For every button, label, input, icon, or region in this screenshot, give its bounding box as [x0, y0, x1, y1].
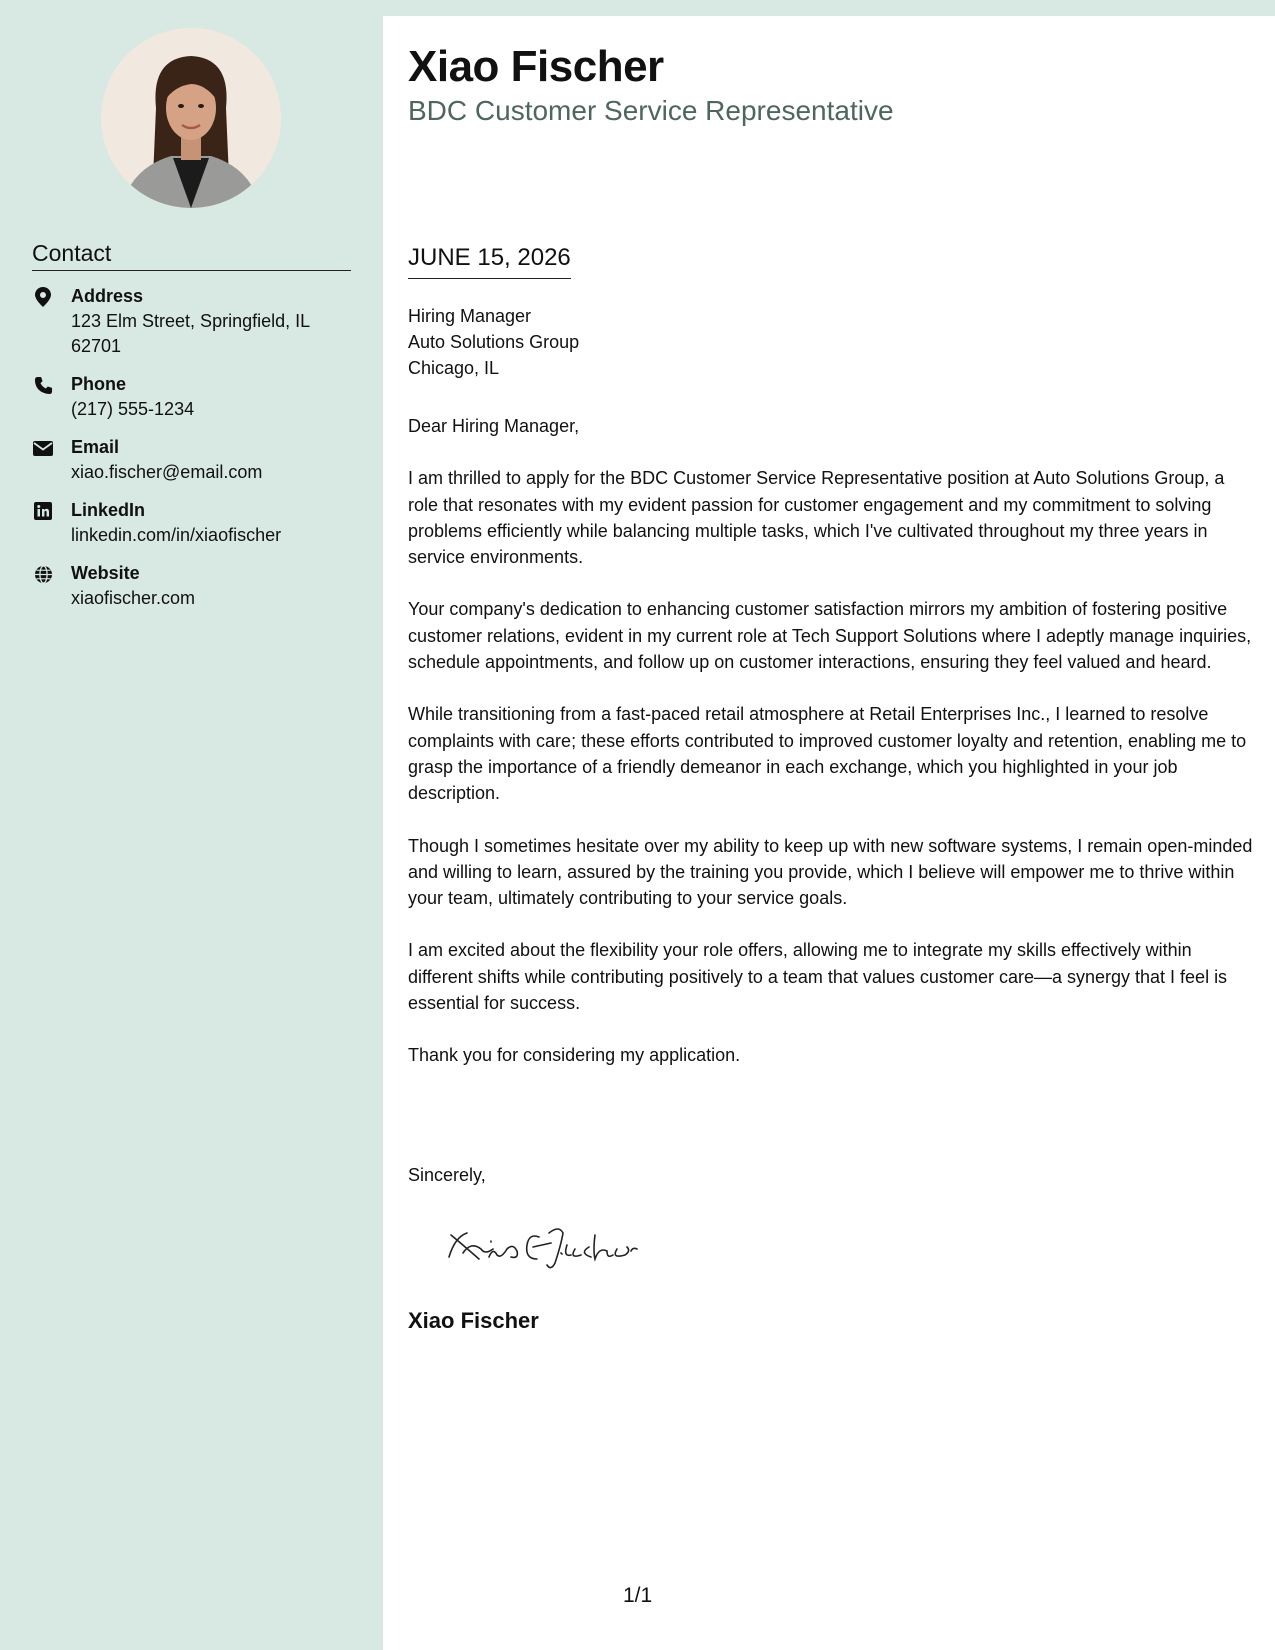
- profile-photo: [101, 28, 281, 208]
- website-value[interactable]: xiaofischer.com: [71, 588, 196, 608]
- page-number: 1/1: [623, 1584, 653, 1607]
- letter-paragraph: I am excited about the flexibility your role offers, allowing me to integrate my skills effectively within different shifts while contributing positively to a team that values customer care—a synergy that I feel is essential for success.: [408, 940, 1228, 1014]
- phone-label: Phone: [71, 374, 127, 394]
- letter-paragraph: Though I sometimes hesitate over my ability to keep up with new software systems, I remain open-minded and willing to learn, assured by the training you provide, which I believe will empower me to thrive within your team, ultimately contributing to your service goals.: [408, 835, 1253, 909]
- contact-email: [32, 435, 362, 485]
- letter-body: [408, 413, 1254, 1095]
- map-pin-icon: [32, 286, 54, 308]
- letter-main: [383, 16, 1275, 1650]
- signature: [441, 1219, 641, 1274]
- phone-icon: [32, 374, 54, 396]
- globe-icon: [32, 563, 54, 585]
- email-value[interactable]: xiao.fischer@email.com: [71, 462, 263, 482]
- recipient-line: Chicago, IL: [408, 358, 500, 378]
- recipient-block: [408, 303, 579, 381]
- linkedin-value[interactable]: linkedin.com/in/xiaofischer: [71, 525, 282, 545]
- sidebar: [0, 0, 383, 1650]
- website-label: Website: [71, 563, 140, 583]
- recipient-line: Hiring Manager: [408, 306, 532, 326]
- letter-paragraph: While transitioning from a fast-paced retail atmosphere at Retail Enterprises Inc., I learned to resolve complaints with care; these efforts contributed to improved customer loyalty and retention, enabling me to grasp the importance of a friendly demeanor in each exchange, which you highlighted in your job description.: [408, 704, 1247, 804]
- signed-name: Xiao Fischer: [408, 1308, 539, 1333]
- salutation: Dear Hiring Manager,: [408, 416, 580, 436]
- email-label: Email: [71, 437, 120, 457]
- address-value: 123 Elm Street, Springfield, IL 62701: [71, 311, 310, 356]
- phone-value[interactable]: (217) 555-1234: [71, 399, 195, 419]
- contact-list: [32, 284, 362, 624]
- letter-paragraph: I am thrilled to apply for the BDC Customer Service Representative position at Auto Solutions Group, a role that resonates with my evident passion for customer engagement and my commitment to solving problems efficiently while balancing multiple tasks, which I've cultivated throughout my three years in service environments.: [408, 468, 1225, 568]
- contact-phone: [32, 372, 362, 422]
- linkedin-label: LinkedIn: [71, 500, 146, 520]
- address-label: Address: [71, 286, 144, 306]
- closing: Sincerely,: [408, 1165, 486, 1185]
- linkedin-icon: [32, 500, 54, 522]
- recipient-line: Auto Solutions Group: [408, 332, 580, 352]
- letter-date: JUNE 15, 2026: [408, 244, 571, 279]
- applicant-title: BDC Customer Service Representative: [408, 95, 894, 126]
- applicant-name: Xiao Fischer: [408, 42, 664, 91]
- letter-paragraph: Your company's dedication to enhancing customer satisfaction mirrors my ambition of fostering positive customer relations, evident in my current role at Tech Support Solutions where I adeptly manage inquiries, schedule appointments, and follow up on customer interactions, ensuring they feel valued and heard.: [408, 599, 1252, 673]
- letter-paragraph: Thank you for considering my application.: [408, 1045, 741, 1066]
- contact-address: [32, 284, 362, 359]
- envelope-icon: [32, 437, 54, 459]
- contact-linkedin: [32, 498, 362, 548]
- contact-heading: Contact: [32, 240, 351, 271]
- contact-website: [32, 561, 362, 611]
